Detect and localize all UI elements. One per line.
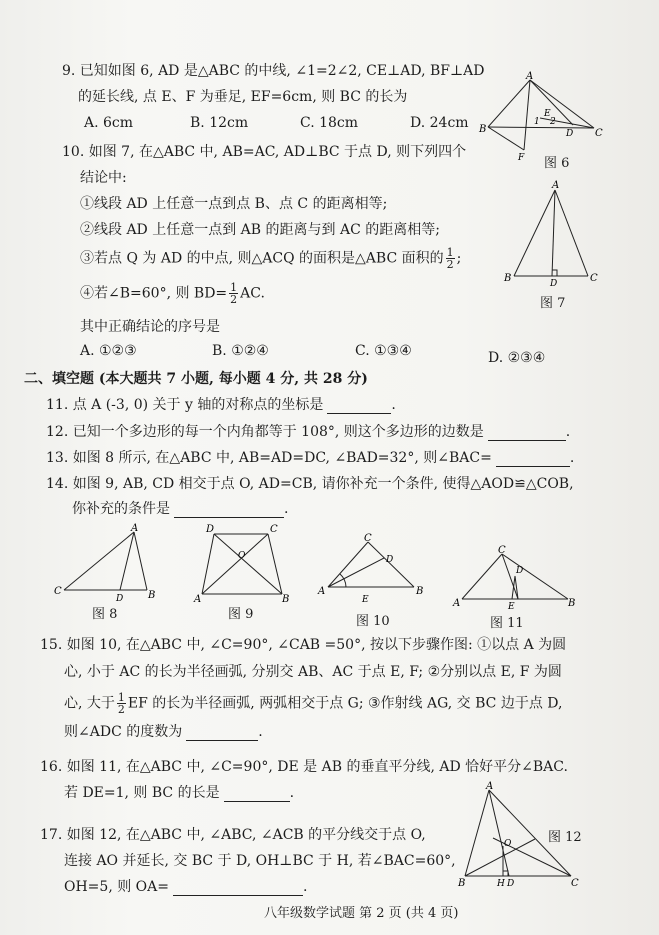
- fig11-label-c: C: [498, 545, 506, 556]
- fig7-caption: 图 7: [540, 296, 566, 311]
- fig8-label-c: C: [54, 586, 62, 597]
- figure-7: [500, 178, 610, 288]
- page-footer: 八年级数学试题 第 2 页 (共 4 页): [264, 906, 459, 921]
- fig10-label-b: B: [416, 586, 424, 597]
- fig8-caption: 图 8: [92, 607, 118, 622]
- fig6-angle-1: 1: [534, 117, 540, 127]
- fig8-label-d: D: [116, 594, 124, 602]
- q10-option-a: A. ①②③: [80, 343, 137, 359]
- q11: 11. 点 A (-3, 0) 关于 y 轴的对称点的坐标是 .: [46, 397, 396, 413]
- q9-line1: 9. 已知如图 6, AD 是△ABC 的中线, ∠1=2∠2, CE⊥AD, BF⊥AD: [62, 63, 485, 79]
- q15-line1: 15. 如图 10, 在△ABC 中, ∠C=90°, ∠CAB =50°, 按以下步骤作图: ①以点 A 为圆: [40, 637, 567, 653]
- fig7-label-d: D: [550, 279, 558, 288]
- fraction-half: $\frac{1}{2}$: [446, 246, 454, 271]
- fig7-label-b: B: [504, 273, 512, 284]
- figure-11: [452, 544, 576, 610]
- q10-conclusion-1: ①线段 AD 上任意一点到点 B、点 C 的距离相等;: [80, 196, 388, 212]
- q10-line2: 结论中:: [80, 170, 127, 186]
- q15-line4: 则∠ADC 的度数为 .: [64, 724, 263, 740]
- q14-line2: 你补充的条件是 .: [72, 501, 289, 517]
- fig9-label-b: B: [282, 594, 290, 604]
- fig12-label-b: B: [458, 878, 466, 889]
- fig9-label-o: O: [238, 551, 246, 561]
- q13: 13. 如图 8 所示, 在△ABC 中, AB=AD=DC, ∠BAD=32°, 则∠BAC= .: [46, 450, 575, 466]
- fig7-label-a: A: [552, 180, 560, 191]
- fraction-half: $\frac{1}{2}$: [117, 691, 125, 716]
- fig6-label-b: B: [479, 124, 487, 135]
- fig10-label-a: A: [318, 586, 326, 597]
- fig6-label-e: E: [544, 109, 551, 119]
- fig10-label-e: E: [362, 595, 369, 605]
- section-2-heading: 二、填空题 (本大题共 7 小题, 每小题 4 分, 共 28 分): [24, 371, 368, 387]
- fig8-label-b: B: [148, 590, 156, 601]
- q15-line2: 心, 小于 AC 的长为半径画弧, 分别交 AB、AC 于点 E, F; ②分别以点 E, F 为圆: [64, 664, 562, 680]
- fig11-label-a: A: [453, 598, 461, 609]
- q17-line2: 连接 AO 并延长, 交 BC 于 D, OH⊥BC 于 H, 若∠BAC=60°,: [64, 853, 456, 869]
- q10-option-c: C. ①③④: [355, 343, 412, 359]
- fig12-label-h: H: [497, 879, 505, 889]
- q10-option-b: B. ①②④: [212, 343, 269, 359]
- q10-ask: 其中正确结论的序号是: [80, 319, 220, 335]
- q10-conclusion-4: ④若∠B=60°, 则 BD= $\frac{1}{2}$ AC.: [80, 281, 265, 306]
- q9-option-c: C. 18cm: [300, 115, 359, 131]
- figure-9: [192, 522, 292, 604]
- q10-option-d: D. ②③④: [488, 350, 546, 366]
- fig12-label-a: A: [486, 781, 494, 792]
- q9-option-a: A. 6cm: [84, 115, 134, 131]
- fig9-label-d: D: [206, 524, 215, 535]
- fig9-label-c: C: [270, 524, 278, 535]
- figure-8: [54, 522, 166, 602]
- fig9-caption: 图 9: [228, 607, 254, 622]
- fig9-label-a: A: [194, 594, 202, 604]
- fig6-label-f: F: [518, 153, 525, 163]
- q17-line1: 17. 如图 12, 在△ABC 中, ∠ABC, ∠ACB 的平分线交于点 O,: [40, 827, 426, 843]
- fig6-angle-2: 2: [550, 117, 556, 127]
- fraction-half: $\frac{1}{2}$: [230, 281, 238, 306]
- q10-conclusion-3: ③若点 Q 为 AD 的中点, 则△ACQ 的面积是△ABC 面积的 $\frac{1}{2}$ ;: [80, 246, 462, 271]
- figure-10: [316, 532, 424, 608]
- figure-6: [478, 70, 608, 170]
- fig12-label-o: O: [504, 839, 512, 849]
- fig11-label-b: B: [568, 598, 576, 609]
- q17-line3: OH=5, 则 OA= .: [64, 879, 308, 895]
- q10-line1: 10. 如图 7, 在△ABC 中, AB=AC, AD⊥BC 于点 D, 则下列四个: [62, 144, 467, 160]
- fig7-label-c: C: [590, 273, 598, 284]
- q16-line2: 若 DE=1, 则 BC 的长是 .: [64, 785, 295, 801]
- q9-option-b: B. 12cm: [190, 115, 249, 131]
- fig6-label-a: A: [526, 71, 534, 82]
- q10-conclusion-2: ②线段 AD 上任意一点到 AB 的距离与到 AC 的距离相等;: [80, 222, 440, 238]
- fig11-caption: 图 11: [490, 616, 524, 631]
- fig11-label-d: D: [516, 566, 524, 576]
- fig6-label-c: C: [595, 128, 603, 139]
- fig12-caption: 图 12: [548, 830, 582, 845]
- q9-option-d: D. 24cm: [410, 115, 469, 131]
- q12: 12. 已知一个多边形的每一个内角都等于 108°, 则这个多边形的边数是 .: [46, 424, 571, 440]
- q15-line3: 心, 大于 $\frac{1}{2}$ EF 的长为半径画弧, 两弧相交于点 G; ③作射线 AG, 交 BC 边于点 D,: [64, 691, 563, 716]
- q9-line2: 的延长线, 点 E、F 为垂足, EF=6cm, 则 BC 的长为: [78, 89, 408, 105]
- fig12-label-c: C: [571, 878, 579, 889]
- fig8-label-a: A: [131, 523, 139, 534]
- fig11-label-e: E: [508, 602, 515, 610]
- fig10-label-c: C: [364, 533, 372, 544]
- q14-line1: 14. 如图 9, AB, CD 相交于点 O, AD=CB, 请你补充一个条件, 使得△AOD≌△COB,: [46, 476, 574, 492]
- fig6-caption: 图 6: [544, 156, 570, 171]
- q16-line1: 16. 如图 11, 在△ABC 中, ∠C=90°, DE 是 AB 的垂直平分线, AD 恰好平分∠BAC.: [40, 759, 568, 775]
- fig12-label-d: D: [507, 879, 515, 889]
- fig10-caption: 图 10: [356, 614, 390, 629]
- fig10-label-d: D: [386, 555, 394, 565]
- fig6-label-d: D: [566, 129, 574, 139]
